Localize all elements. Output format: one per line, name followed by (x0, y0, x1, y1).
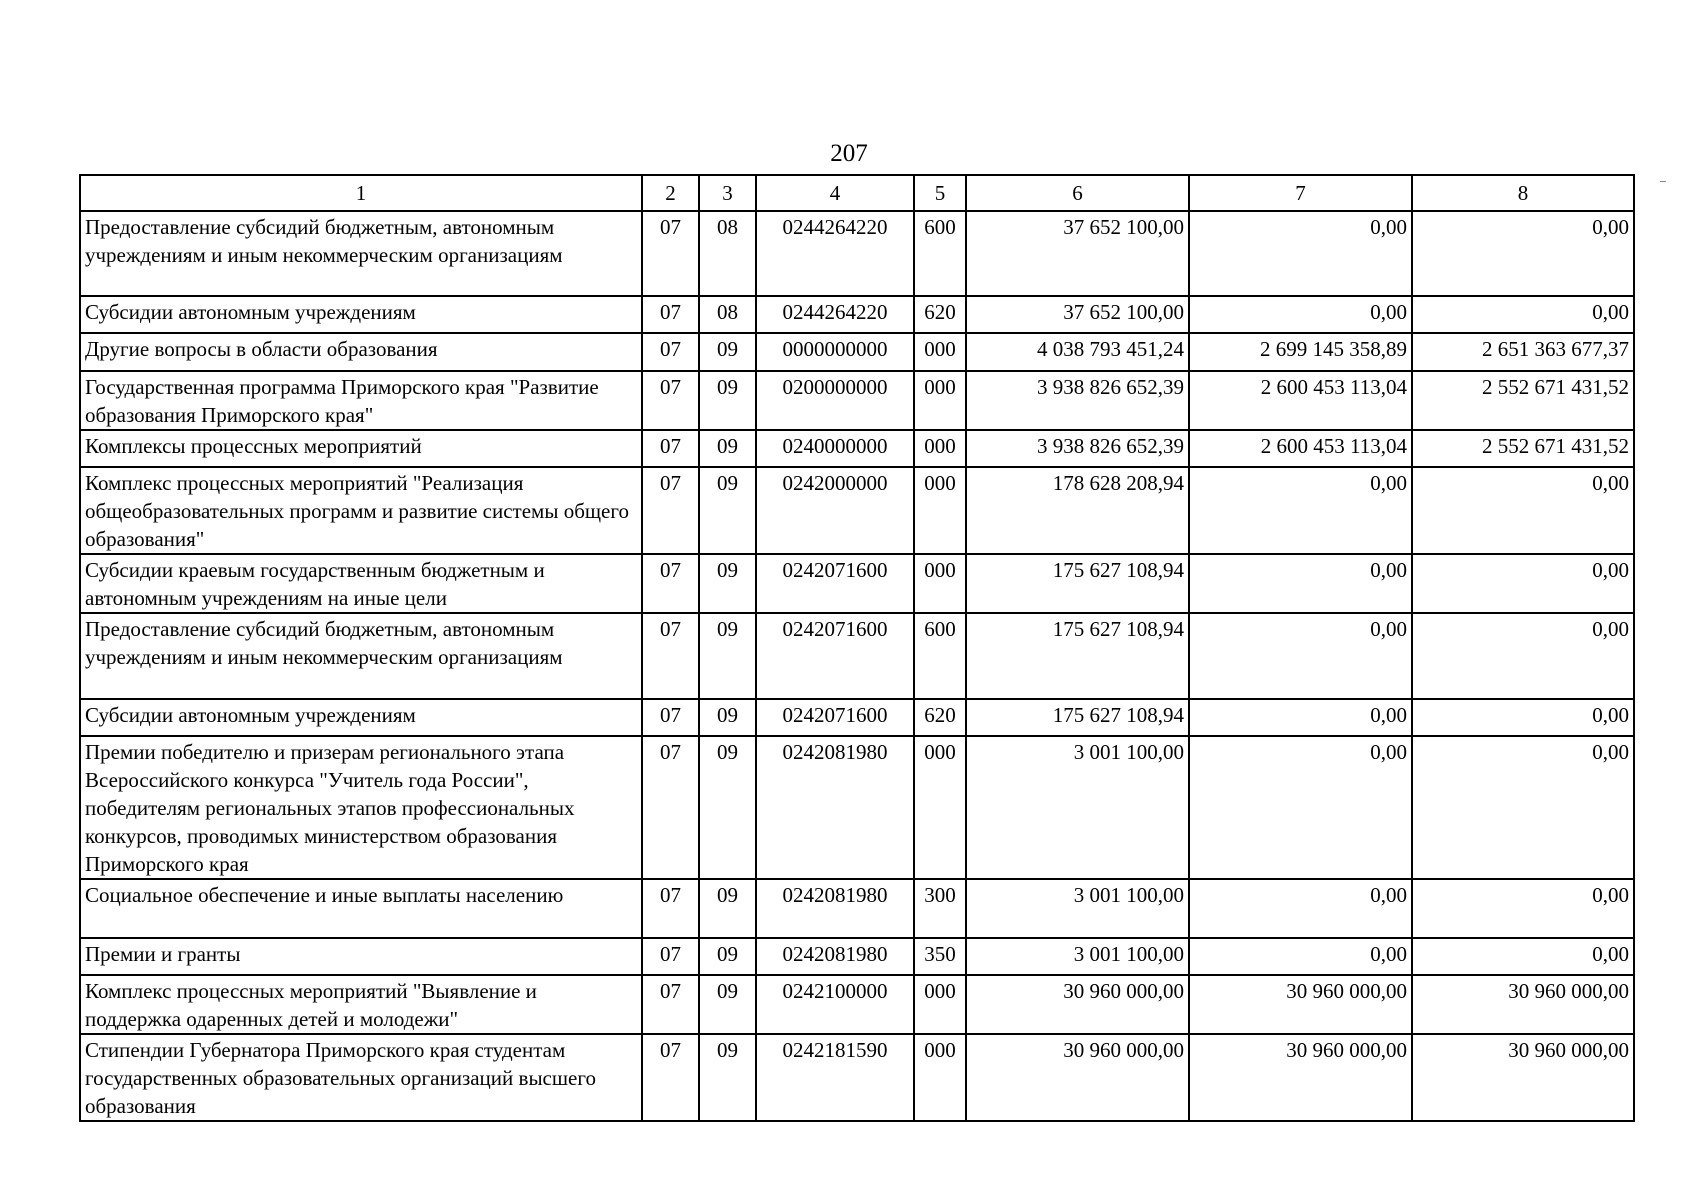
row-amount-col8: 2 651 363 677,37 (1412, 333, 1634, 371)
row-section: 07 (642, 736, 699, 879)
row-amount-col7: 0,00 (1189, 467, 1412, 554)
row-amount-col6: 30 960 000,00 (966, 975, 1189, 1034)
header-col-2: 2 (642, 175, 699, 211)
row-target-code: 0242081980 (756, 938, 914, 975)
row-target-code: 0242100000 (756, 975, 914, 1034)
row-expense-type: 000 (914, 736, 966, 879)
row-amount-col6: 3 001 100,00 (966, 736, 1189, 879)
row-target-code: 0242081980 (756, 736, 914, 879)
row-target-code: 0240000000 (756, 430, 914, 467)
row-name: Комплекс процессных мероприятий "Выявление и поддержка одаренных детей и молодежи" (80, 975, 642, 1034)
row-amount-col6: 178 628 208,94 (966, 467, 1189, 554)
row-amount-col7: 0,00 (1189, 699, 1412, 736)
row-amount-col7: 0,00 (1189, 211, 1412, 296)
row-section: 07 (642, 879, 699, 938)
row-expense-type: 000 (914, 975, 966, 1034)
margin-tick-mark (1660, 181, 1666, 182)
row-target-code: 0242071600 (756, 613, 914, 699)
table-row (80, 938, 1634, 975)
row-name: Предоставление субсидий бюджетным, автономным учреждениям и иным некоммерческим организациям (80, 211, 642, 296)
row-amount-col6: 4 038 793 451,24 (966, 333, 1189, 371)
row-amount-col7: 0,00 (1189, 938, 1412, 975)
row-name: Комплексы процессных мероприятий (80, 430, 642, 467)
row-subsection: 09 (699, 467, 756, 554)
row-amount-col7: 2 600 453 113,04 (1189, 371, 1412, 430)
row-amount-col6: 30 960 000,00 (966, 1034, 1189, 1121)
row-expense-type: 600 (914, 211, 966, 296)
row-section: 07 (642, 699, 699, 736)
row-amount-col8: 2 552 671 431,52 (1412, 430, 1634, 467)
row-expense-type: 000 (914, 430, 966, 467)
row-name: Комплекс процессных мероприятий "Реализация общеобразовательных программ и развитие системы общего образования" (80, 467, 642, 554)
row-target-code: 0242000000 (756, 467, 914, 554)
row-amount-col6: 3 938 826 652,39 (966, 371, 1189, 430)
row-name: Субсидии краевым государственным бюджетным и автономным учреждениям на иные цели (80, 554, 642, 613)
row-expense-type: 350 (914, 938, 966, 975)
table-row (80, 736, 1634, 879)
row-section: 07 (642, 430, 699, 467)
row-amount-col6: 3 938 826 652,39 (966, 430, 1189, 467)
header-col-7: 7 (1189, 175, 1412, 211)
table-row (80, 296, 1634, 333)
row-subsection: 09 (699, 879, 756, 938)
row-subsection: 09 (699, 975, 756, 1034)
row-section: 07 (642, 211, 699, 296)
row-section: 07 (642, 1034, 699, 1121)
table-row (80, 211, 1634, 296)
header-col-1: 1 (80, 175, 642, 211)
row-amount-col6: 175 627 108,94 (966, 613, 1189, 699)
row-name: Социальное обеспечение и иные выплаты населению (80, 879, 642, 938)
row-section: 07 (642, 938, 699, 975)
table-row (80, 554, 1634, 613)
row-section: 07 (642, 975, 699, 1034)
row-subsection: 09 (699, 1034, 756, 1121)
row-amount-col6: 175 627 108,94 (966, 554, 1189, 613)
row-name: Государственная программа Приморского края "Развитие образования Приморского края" (80, 371, 642, 430)
row-target-code: 0244264220 (756, 211, 914, 296)
row-expense-type: 600 (914, 613, 966, 699)
row-subsection: 09 (699, 736, 756, 879)
budget-table (79, 174, 1635, 1122)
row-amount-col6: 37 652 100,00 (966, 296, 1189, 333)
row-amount-col7: 2 699 145 358,89 (1189, 333, 1412, 371)
row-section: 07 (642, 613, 699, 699)
row-section: 07 (642, 554, 699, 613)
row-amount-col7: 0,00 (1189, 296, 1412, 333)
row-name: Стипендии Губернатора Приморского края студентам государственных образовательных организаций высшего образования (80, 1034, 642, 1121)
row-amount-col8: 0,00 (1412, 699, 1634, 736)
row-expense-type: 000 (914, 371, 966, 430)
row-amount-col7: 0,00 (1189, 613, 1412, 699)
table-row (80, 975, 1634, 1034)
row-name: Другие вопросы в области образования (80, 333, 642, 371)
row-target-code: 0000000000 (756, 333, 914, 371)
row-amount-col8: 0,00 (1412, 467, 1634, 554)
table-header-row (80, 175, 1634, 211)
row-amount-col8: 0,00 (1412, 736, 1634, 879)
row-amount-col8: 2 552 671 431,52 (1412, 371, 1634, 430)
table-row (80, 879, 1634, 938)
row-subsection: 09 (699, 554, 756, 613)
row-amount-col8: 0,00 (1412, 938, 1634, 975)
row-amount-col8: 0,00 (1412, 554, 1634, 613)
table-row (80, 613, 1634, 699)
row-expense-type: 620 (914, 296, 966, 333)
row-subsection: 09 (699, 333, 756, 371)
row-target-code: 0242081980 (756, 879, 914, 938)
row-amount-col8: 0,00 (1412, 296, 1634, 333)
row-subsection: 08 (699, 211, 756, 296)
row-amount-col8: 30 960 000,00 (1412, 975, 1634, 1034)
page-number: 207 (830, 140, 868, 167)
header-col-4: 4 (756, 175, 914, 211)
row-amount-col8: 0,00 (1412, 613, 1634, 699)
row-expense-type: 620 (914, 699, 966, 736)
row-name: Премии победителю и призерам регионального этапа Всероссийского конкурса "Учитель года России", победителям региональных этапов профессиональных конкурсов, проводимых министерством образования Приморского края (80, 736, 642, 879)
row-name: Субсидии автономным учреждениям (80, 699, 642, 736)
row-expense-type: 000 (914, 467, 966, 554)
row-expense-type: 000 (914, 333, 966, 371)
row-subsection: 09 (699, 371, 756, 430)
row-subsection: 09 (699, 938, 756, 975)
row-amount-col7: 0,00 (1189, 554, 1412, 613)
row-section: 07 (642, 371, 699, 430)
row-expense-type: 300 (914, 879, 966, 938)
table-row (80, 467, 1634, 554)
row-amount-col6: 175 627 108,94 (966, 699, 1189, 736)
row-name: Предоставление субсидий бюджетным, автономным учреждениям и иным некоммерческим организациям (80, 613, 642, 699)
row-amount-col7: 0,00 (1189, 879, 1412, 938)
table-row (80, 699, 1634, 736)
header-col-3: 3 (699, 175, 756, 211)
row-amount-col7: 30 960 000,00 (1189, 1034, 1412, 1121)
row-name: Субсидии автономным учреждениям (80, 296, 642, 333)
header-col-5: 5 (914, 175, 966, 211)
row-amount-col8: 0,00 (1412, 879, 1634, 938)
row-amount-col6: 37 652 100,00 (966, 211, 1189, 296)
row-subsection: 08 (699, 296, 756, 333)
row-target-code: 0242181590 (756, 1034, 914, 1121)
row-subsection: 09 (699, 699, 756, 736)
row-section: 07 (642, 467, 699, 554)
row-expense-type: 000 (914, 1034, 966, 1121)
row-name: Премии и гранты (80, 938, 642, 975)
table-row (80, 371, 1634, 430)
table-row (80, 1034, 1634, 1121)
header-col-8: 8 (1412, 175, 1634, 211)
row-target-code: 0200000000 (756, 371, 914, 430)
row-target-code: 0242071600 (756, 554, 914, 613)
table-row (80, 333, 1634, 371)
row-section: 07 (642, 333, 699, 371)
row-amount-col7: 2 600 453 113,04 (1189, 430, 1412, 467)
row-target-code: 0244264220 (756, 296, 914, 333)
row-amount-col7: 30 960 000,00 (1189, 975, 1412, 1034)
row-expense-type: 000 (914, 554, 966, 613)
row-amount-col6: 3 001 100,00 (966, 938, 1189, 975)
row-amount-col7: 0,00 (1189, 736, 1412, 879)
row-amount-col6: 3 001 100,00 (966, 879, 1189, 938)
row-amount-col8: 0,00 (1412, 211, 1634, 296)
row-target-code: 0242071600 (756, 699, 914, 736)
row-subsection: 09 (699, 613, 756, 699)
row-section: 07 (642, 296, 699, 333)
row-amount-col8: 30 960 000,00 (1412, 1034, 1634, 1121)
row-subsection: 09 (699, 430, 756, 467)
header-col-6: 6 (966, 175, 1189, 211)
table-row (80, 430, 1634, 467)
